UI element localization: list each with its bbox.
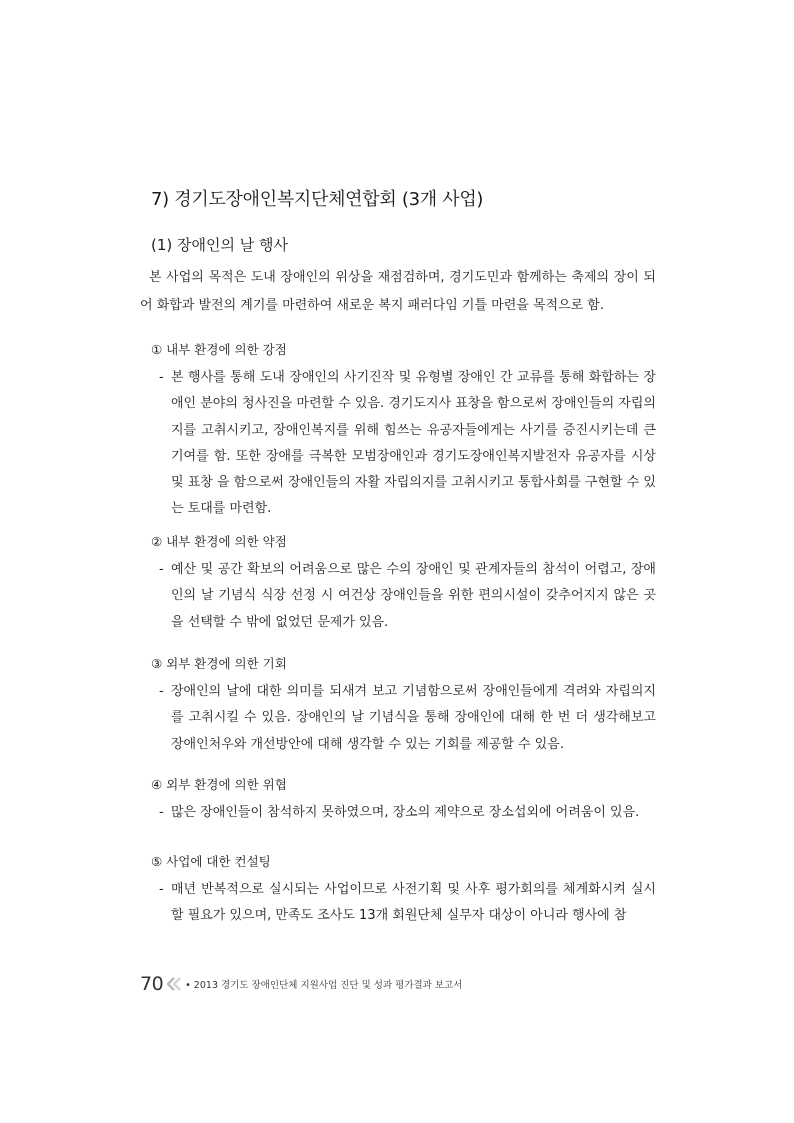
section-body — [151, 365, 656, 523]
dash-bullet: - — [159, 805, 164, 820]
section-title: ③ 외부 환경에 의한 기회 — [151, 656, 287, 671]
section-weaknesses — [151, 531, 656, 636]
section-body-text: 예산 및 공간 확보의 어려움으로 많은 수의 장애인 및 관계자들의 참석이 어렵고, 장애인의 날 기념식 식장 선정 시 여건상 장애인들을 위한 편의시설이 갖추어지지 않은 곳을 선택할 수 밖에 없었던 문제가 있음. — [171, 562, 656, 630]
section-title: ⑤ 사업에 대한 컨설팅 — [151, 854, 271, 869]
section-consulting — [151, 851, 656, 930]
dash-bullet: - — [159, 370, 164, 385]
subsection-heading: (1) 장애인의 날 행사 — [151, 236, 288, 254]
dash-bullet: - — [159, 882, 164, 897]
section-title: ④ 외부 환경에 의한 위협 — [151, 777, 287, 792]
page-footer — [140, 972, 462, 996]
section-strengths — [151, 339, 656, 523]
footer-report-title: • 2013 경기도 장애인단체 지원사업 진단 및 성과 평가결과 보고서 — [185, 980, 463, 991]
section-body — [151, 679, 656, 758]
section-heading: 7) 경기도장애인복지단체연합회 (3개 사업) — [151, 189, 484, 210]
section-body-text: 많은 장애인들이 참석하지 못하였으며, 장소의 제약으로 장소섭외에 어려움이 있음. — [171, 805, 640, 820]
page-number: 70 — [140, 973, 164, 995]
section-body-text: 매년 반복적으로 실시되는 사업이므로 사전기획 및 사후 평가회의를 체계화시켜 실시할 필요가 있으며, 만족도 조사도 13개 회원단체 실무자 대상이 아니라 행사에 참 — [171, 882, 656, 924]
intro-paragraph: 본 사업의 목적은 도내 장애인의 위상을 재점검하며, 경기도민과 함께하는 축제의 장이 되어 화합과 발전의 계기를 마련하여 새로운 복지 패러다임 기틀 마련을 목적으로 함. — [140, 270, 656, 313]
section-body-text: 장애인의 날에 대한 의미를 되새겨 보고 기념함으로써 장애인들에게 격려와 자립의지를 고취시킬 수 있음. 장애인의 날 기념식을 통해 장애인에 대해 한 번 더 생각해보고 장애인처우와 개선방안에 대해 생각할 수 있는 기회를 제공할 수 있음. — [171, 684, 656, 752]
section-body — [151, 557, 656, 636]
dash-bullet: - — [159, 562, 164, 577]
section-opportunities — [151, 653, 656, 758]
section-title: ① 내부 환경에 의한 강점 — [151, 342, 287, 357]
section-threats — [151, 774, 656, 826]
section-body — [151, 800, 656, 826]
double-chevron-left-icon — [165, 975, 183, 993]
section-body — [151, 877, 656, 930]
section-body-text: 본 행사를 통해 도내 장애인의 사기진작 및 유형별 장애인 간 교류를 통해 화합하는 장애인 분야의 청사진을 마련할 수 있음. 경기도지사 표창을 함으로써 장애인들의 자립의지를 고취시키고, 장애인복지를 위해 힘쓰는 유공자들에게는 사기를 증진시키는데 큰 기여를 함. 또한 장애를 극복한 모범장애인과 경기도장애인복지발전자 유공자를 시상 및 표창 을 함으로써 장애인들의 자활 자립의지를 고취시키고 통합사회를 구현할 수 있는 토대를 마련함. — [171, 370, 656, 517]
dash-bullet: - — [159, 684, 164, 699]
section-title: ② 내부 환경에 의한 약점 — [151, 534, 287, 549]
